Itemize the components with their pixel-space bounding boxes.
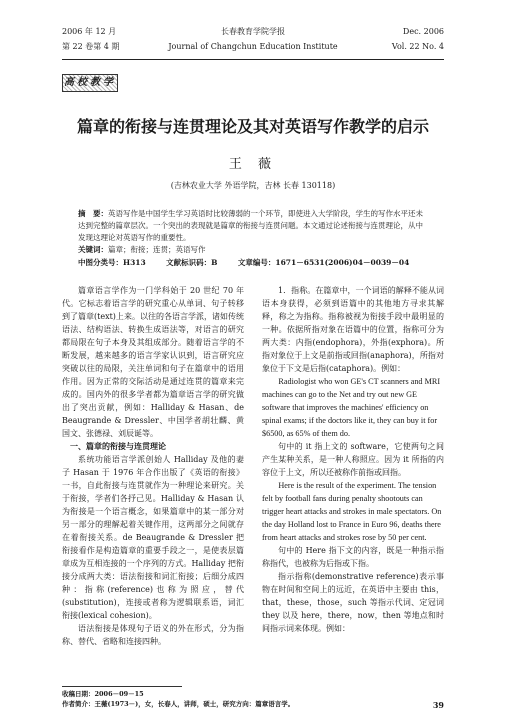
abstract-text: 英语写作是中国学生学习英语时比较薄弱的一个环节，即使进入大学阶段，学生的写作水平还未达到完整的篇章层次。一个突出的表现就是篇章的衔接与连贯问题。本文通过论述衔接与连贯理论，从中发现这理论对英语写作的重要性。 (78, 209, 423, 242)
left-column (62, 284, 244, 648)
classification-line (78, 257, 438, 269)
paragraph: 1．指称。在篇章中，一个词语的解释不能从词语本身获得，必须到语篇中的其他地方寻求其解释，称之为指称。指称被视为衔接手段中最明显的一种。依据所指对象在语篇中的位置，指称可分为两大类：内指(endophora)，外指(exphora)。所指对象位于上文是前指或回指(anaphora)，所指对象位于下文是后指(cataphora)。例如： (262, 286, 444, 373)
header-volume-left: 第 22 卷第 4 期 (62, 42, 120, 51)
header-volume-right: Vol. 22 No. 4 (391, 42, 444, 51)
keywords-text: 篇章；衔接；连贯；英语写作 (108, 245, 206, 254)
right-column (262, 284, 444, 635)
document-code: 文献标识码：B (166, 258, 218, 267)
paragraph: 篇章语言学作为一门学科始于 20 世纪 70 年代。它标志着语言学的研究重心从单词、句子转移到了篇章(text)上来。以往的各语言学派，诸如传统语法、结构语法、转换生成语法等，对语言的研究都局限在句子本身及其组成部分。随着语言学的不断发展，越来越多的语言学家认识到，语言研究应突破以往的局限，关注单词和句子在篇章中的语用作用。因为正常的交际活动是通过连贯的篇章来完成的。国内外的很多学者都为篇章语言学的研究做出了突出贡献，例如：Halliday & Hasan、de Beaugrande & Dressler、中国学者胡壮麟、黄国文、张德禄、刘辰诞等。 (62, 286, 244, 438)
section-heading: 一、篇章的衔接与连贯理论 (70, 441, 166, 451)
page-number: 39 (432, 700, 444, 710)
example-sentence: Here is the result of the experiment. The tension felt by football fans during penalty shootouts can trigger heart attacks and strokes in male spectators. On the day Holland lost to France in Euro 96, deaths there from heart attacks and strokes rose by 50 per cent. (262, 481, 442, 542)
header-journal-cn: 长春教育学院学报 (221, 27, 285, 36)
article-title: 篇章的衔接与连贯理论及其对英语写作教学的启示 (76, 117, 429, 136)
footnote-received: 收稿日期：2006－09－15 (62, 690, 144, 698)
footnote-author-bio: 作者简介：王薇(1973－)，女，长春人，讲师，硕士，研究方向：篇章语言学。 (62, 700, 295, 708)
article-author: 王 薇 (228, 157, 278, 172)
header-date-left: 2006 年 12 月 (62, 27, 117, 36)
example-sentence: Radiologist who won GE's CT scanners and MRI machines can go to the Net and try out new GE software that improves the machines' efficiency on spinal exams; if the doctors like it, they can buy it for $6500, as 65% of them do. (262, 377, 441, 438)
abstract (78, 208, 430, 244)
paragraph: 句中的 Here 指下文的内容，既是一种指示指称指代，也被称为后指或下指。 (262, 546, 444, 568)
paragraph: 系统功能语言学派创始人 Halliday 及他的妻子 Hasan 于 1976 年合作出版了《英语的衔接》一书，自此衔接与连贯就作为一种理论来研究。关于衔接，学者们各抒己见。Halliday & Hasan 认为衔接是一个语言概念，如果篇章中的某一部分对另一部分的理解起着关键作用，这两部分之间就存在着衔接关系。de Beaugrande & Dressler 把衔接看作是构造篇章的重要手段之一，是使表层篇章成为互相连接的一个序列的方式。Halliday 把衔接分成两大类：语法衔接和词汇衔接；后细分成四种：指称(reference)也称为照应，替代(substitution)，连接或者称为逻辑联系语，词汇衔接(lexical cohesion)。 (62, 455, 244, 620)
clc-number: 中图分类号：H313 (78, 258, 146, 267)
paragraph: 指示指称(demonstrative reference)表示事物在时间和空间上的远近，在英语中主要由 this，that，these，those，such 等指示代词、定冠词 they 以及 here，there，now，then 等地点和时间指示词来体现。例如： (262, 572, 444, 633)
header-journal-en: Journal of Changchun Education Institute (168, 42, 338, 51)
article-number: 文章编号：1671－6531(2006)04－0039－04 (237, 258, 410, 267)
header-date-right: Dec. 2006 (402, 27, 444, 36)
paragraph: 语法衔接是体现句子语义的外在形式，分为指称、替代、省略和连接四种。 (62, 624, 244, 646)
keywords (78, 244, 430, 256)
author-affiliation: (吉林农业大学 外语学院，吉林 长春 130118) (170, 181, 336, 190)
paragraph: 句中的 it 指上文的 software，它使两句之间产生某种关系，是一种人称照应。因为 it 所指的内容位于上文，所以还被称作前指或回指。 (262, 442, 444, 477)
abstract-label: 摘 要： (78, 209, 108, 218)
footnote-rule (62, 686, 182, 687)
section-label: 高校教学 (62, 74, 118, 92)
keywords-label: 关键词： (78, 245, 108, 254)
header-rule (62, 59, 444, 60)
